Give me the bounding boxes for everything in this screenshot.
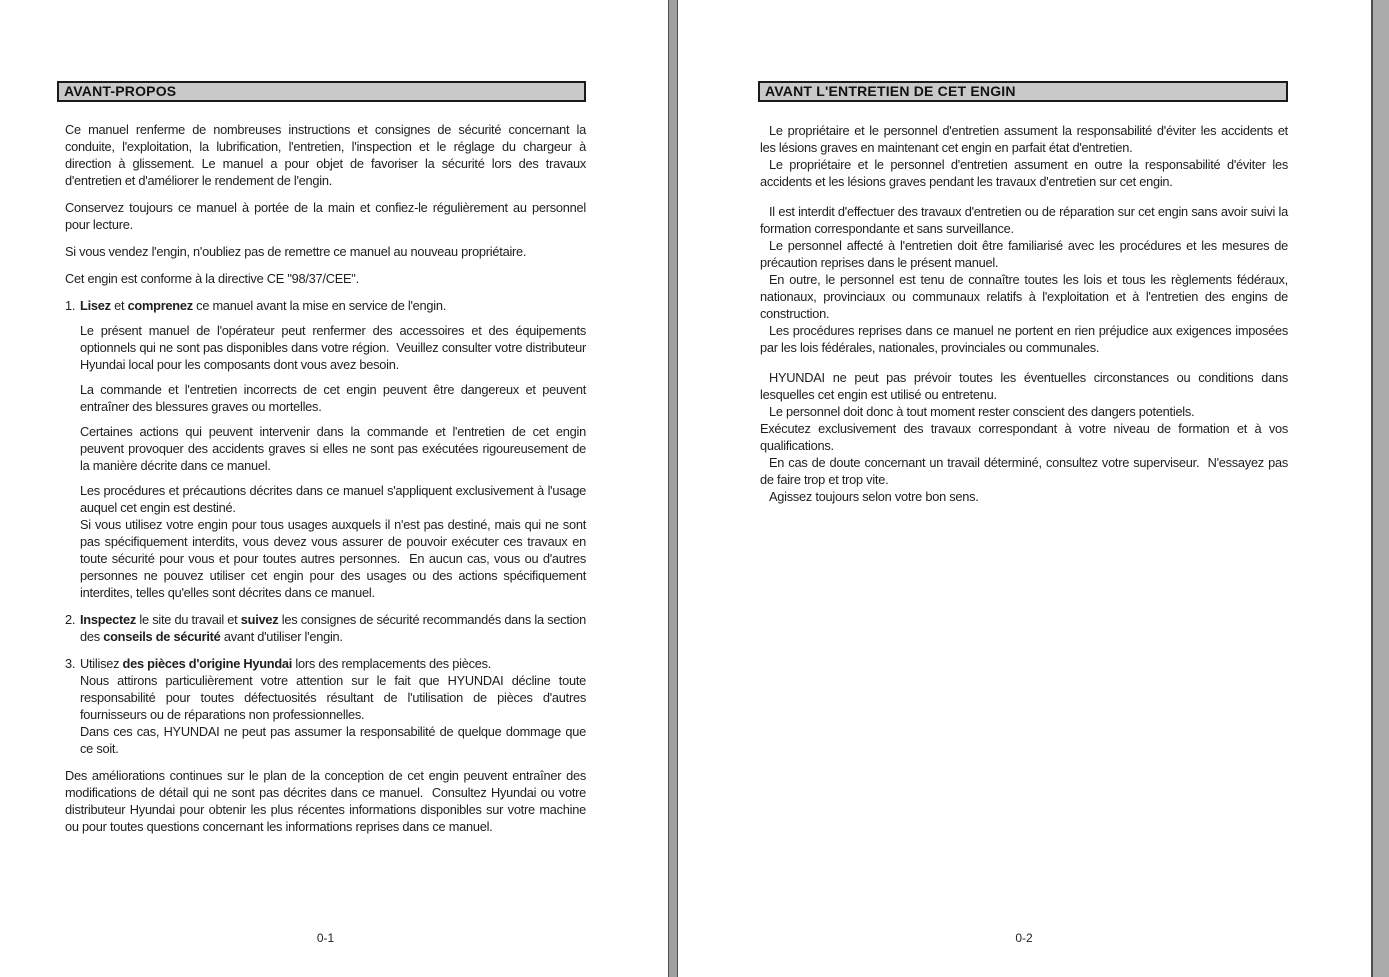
body-paragraph: Le propriétaire et le personnel d'entretien assument la responsabilité d'éviter les accidents et les lésions graves en maintenant cet engin en parfait état d'entretien. xyxy=(760,123,1288,155)
body-paragraph: Les procédures reprises dans ce manuel ne portent en rien préjudice aux exigences imposées par les lois fédérales, nationales, provinciales ou communales. xyxy=(760,323,1288,355)
item-lead xyxy=(80,655,586,672)
body-paragraph: En cas de doute concernant un travail déterminé, consultez votre superviseur. N'essayez pas de faire trop et trop vite. xyxy=(760,455,1288,487)
sub-paragraph: Le présent manuel de l'opérateur peut renfermer des accessoires et des équipements optionnels qui ne sont pas disponibles dans votre région. Veuillez consulter votre distributeur Hyundai local pour les composants dont vous avez besoin. xyxy=(80,323,586,372)
item-content xyxy=(80,655,586,757)
paragraph-group xyxy=(760,203,1288,356)
bold-text: suivez xyxy=(240,612,279,627)
bold-text: des pièces d'origine Hyundai xyxy=(122,656,293,671)
sub-block xyxy=(80,482,586,601)
sub-paragraph: La commande et l'entretien incorrects de cet engin peuvent être dangereux et peuvent entraîner des blessures graves ou mortelles. xyxy=(80,382,586,414)
body-paragraph: En outre, le personnel est tenu de connaître toutes les lois et tous les règlements fédéraux, nationaux, provinciaux ou communaux relatifs à l'exploitation et à l'entretien des engins de construction. xyxy=(760,272,1288,321)
plain-text: et xyxy=(110,298,128,313)
sub-paragraph: Si vous utilisez votre engin pour tous usages auxquels il n'est pas destiné, mais qui ne sont pas spécifiquement interdits, vous devez vous assurer de pouvoir exécuter ces travaux en toute sécurité pour vous et pour toutes autres personnes. En aucun cas, vous ou d'autres personnes ne pouvez utiliser cet engin pour des usages ou des actions spécifiquement interdites, telles qu'elles sont décrites dans ce manuel. xyxy=(80,517,586,600)
plain-text: lors des remplacements des pièces. xyxy=(292,656,492,671)
sub-block xyxy=(80,672,586,757)
bold-text: Lisez xyxy=(80,298,111,313)
closing-paragraph: Des améliorations continues sur le plan de la conception de cet engin peuvent entraîner des modifications de détail qui ne sont pas décrites dans ce manuel. Consultez Hyundai ou votre distributeur Hyundai pour obtenir les plus récentes informations disponibles sur votre machine ou pour toutes questions concernant les informations reprises dans ce manuel. xyxy=(65,768,586,834)
item-number: 2. xyxy=(65,612,76,627)
page-number-right: 0-2 xyxy=(1015,931,1033,945)
page-right-body xyxy=(760,122,1288,518)
plain-text: Utilisez xyxy=(80,656,123,671)
bold-text: comprenez xyxy=(127,298,193,313)
intro-paragraph: Si vous vendez l'engin, n'oubliez pas de remettre ce manuel au nouveau propriétaire. xyxy=(65,244,527,259)
sub-block xyxy=(80,423,586,474)
intro-paragraph: Ce manuel renferme de nombreuses instructions et consignes de sécurité concernant la conduite, l'exploitation, la lubrification, l'entretien, l'inspection et le réglage du chargeur à direction à glissement. Le manuel a pour objet de favoriser la sécurité lors des travaux d'entretien et d'améliorer le rendement de l'engin. xyxy=(65,122,586,188)
page-left xyxy=(0,0,668,977)
page-number-left: 0-1 xyxy=(316,931,335,945)
bold-text: Inspectez xyxy=(80,612,137,627)
section-title-left: AVANT-PROPOS xyxy=(64,83,177,99)
body-paragraph: Le personnel doit donc à tout moment rester conscient des dangers potentiels. xyxy=(769,404,1195,419)
sub-block xyxy=(80,322,586,373)
sub-paragraph: Les procédures et précautions décrites dans ce manuel s'appliquent exclusivement à l'usage auquel cet engin est destiné. xyxy=(80,483,586,515)
item-lead xyxy=(80,297,586,314)
plain-text: le site du travail et xyxy=(136,612,241,627)
body-paragraph: Il est interdit d'effectuer des travaux d'entretien ou de réparation sur cet engin sans avoir suivi la formation correspondante et sans surveillance. xyxy=(760,204,1288,236)
plain-text: ce manuel avant la mise en service de l'engin. xyxy=(192,298,447,313)
bold-text: conseils de sécurité xyxy=(103,629,221,644)
scan-right-edge-bar xyxy=(1371,0,1389,977)
item-content xyxy=(80,297,586,601)
body-paragraph: HYUNDAI ne peut pas prévoir toutes les éventuelles circonstances ou conditions dans lesquelles cet engin est utilisé ou entretenu. xyxy=(760,370,1288,402)
section-header-right xyxy=(758,81,1288,102)
plain-text: les consignes de sécurité recommandés dans la section des xyxy=(80,612,587,644)
sub-paragraph: Certaines actions qui peuvent intervenir dans la commande et l'entretien de cet engin peuvent provoquer des accidents graves si elles ne sont pas exécutées rigoureusement de la manière décrite dans ce manuel. xyxy=(80,424,586,473)
numbered-item-2 xyxy=(65,611,586,645)
numbered-item-1 xyxy=(65,297,586,601)
numbered-item-3 xyxy=(65,655,586,757)
page-left-body xyxy=(65,121,586,835)
body-paragraph: Le propriétaire et le personnel d'entretien assument en outre la responsabilité d'éviter les accidents et les lésions graves pendant les travaux d'entretien sur cet engin. xyxy=(760,157,1288,189)
paragraph-group xyxy=(760,369,1288,505)
page-right xyxy=(678,0,1371,977)
sub-block xyxy=(80,381,586,415)
paragraph-group xyxy=(760,122,1288,190)
item-number: 3. xyxy=(65,656,76,671)
body-paragraph: Agissez toujours selon votre bon sens. xyxy=(769,489,979,504)
item-number: 1. xyxy=(65,298,76,313)
body-paragraph: Exécutez exclusivement des travaux correspondant à votre niveau de formation et à vos qualifications. xyxy=(760,421,1288,453)
item-lead xyxy=(80,611,586,645)
item-content xyxy=(80,611,586,645)
plain-text: avant d'utiliser l'engin. xyxy=(220,629,343,644)
section-title-right: AVANT L'ENTRETIEN DE CET ENGIN xyxy=(765,83,1016,99)
section-header-left xyxy=(57,81,586,102)
page-gutter-divider xyxy=(668,0,678,977)
sub-paragraph: Nous attirons particulièrement votre attention sur le fait que HYUNDAI décline toute responsabilité pour toutes défectuosités résultant de l'utilisation de pièces d'autres fournisseurs ou de réparations non professionnelles. xyxy=(80,673,586,722)
sub-paragraph: Dans ces cas, HYUNDAI ne peut pas assumer la responsabilité de quelque dommage que ce soit. xyxy=(80,724,586,756)
body-paragraph: Le personnel affecté à l'entretien doit être familiarisé avec les procédures et les mesures de précaution reprises dans le présent manuel. xyxy=(760,238,1288,270)
intro-paragraph: Conservez toujours ce manuel à portée de la main et confiez-le régulièrement au personnel pour lecture. xyxy=(65,200,586,232)
intro-paragraph: Cet engin est conforme à la directive CE "98/37/CEE". xyxy=(65,271,359,286)
